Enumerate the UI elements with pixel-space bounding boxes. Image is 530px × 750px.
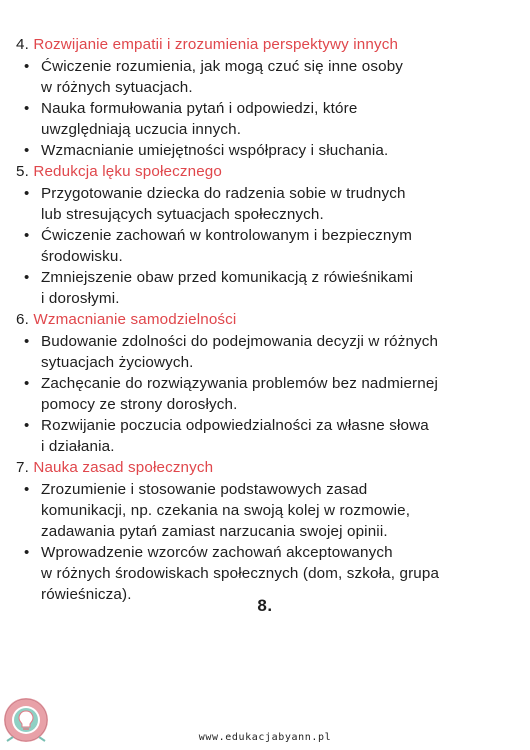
bullet-list — [16, 183, 516, 309]
list-item-line: Wzmacnianie umiejętności współpracy i słuchania. — [41, 142, 389, 159]
bullet-icon: • — [24, 58, 30, 75]
section-number: 4. — [16, 36, 29, 53]
list-item-line: Zmniejszenie obaw przed komunikacją z rówieśnikami — [41, 269, 414, 286]
list-item-line: i działania. — [41, 438, 115, 455]
list-item-line: Ćwiczenie rozumienia, jak mogą czuć się inne osoby — [41, 58, 404, 75]
list-item-line: Budowanie zdolności do podejmowania decyzji w różnych — [41, 333, 439, 350]
list-item-line: Wprowadzenie wzorców zachowań akceptowanych — [41, 544, 393, 561]
section-heading — [16, 309, 516, 331]
bullet-list — [16, 56, 516, 161]
list-item-line: Zrozumienie i stosowanie podstawowych zasad — [41, 481, 368, 498]
list-item — [16, 225, 516, 267]
section-title: Wzmacnianie samodzielności — [33, 311, 237, 328]
section — [16, 309, 516, 457]
section-title: Redukcja lęku społecznego — [33, 163, 222, 180]
footer-url: www.edukacjabyann.pl — [198, 732, 332, 743]
bullet-icon: • — [24, 100, 30, 117]
section-number: 5. — [16, 163, 29, 180]
bullet-icon: • — [24, 185, 30, 202]
section — [16, 457, 516, 605]
section — [16, 161, 516, 309]
list-item-line: sytuacjach życiowych. — [41, 354, 194, 371]
list-item — [16, 373, 516, 415]
document-body — [16, 34, 516, 605]
list-item — [16, 98, 516, 140]
list-item-line: Przygotowanie dziecka do radzenia sobie w trudnych — [41, 185, 406, 202]
list-item-line: zadawania pytań zamiast narzucania swojej opinii. — [41, 523, 388, 540]
list-item-line: komunikacji, np. czekania na swoją kolej w rozmowie, — [41, 502, 411, 519]
list-item-line: Rozwijanie poczucia odpowiedzialności za własne słowa — [41, 417, 429, 434]
section-title: Nauka zasad społecznych — [33, 459, 214, 476]
bullet-icon: • — [24, 417, 30, 434]
list-item — [16, 140, 516, 161]
list-item-line: i dorosłymi. — [41, 290, 120, 307]
list-item-line: lub stresujących sytuacjach społecznych. — [41, 206, 324, 223]
bullet-list — [16, 479, 516, 605]
bullet-icon: • — [24, 269, 30, 286]
section-number: 6. — [16, 311, 29, 328]
list-item-line: Zachęcanie do rozwiązywania problemów bez nadmiernej — [41, 375, 438, 392]
bullet-icon: • — [24, 227, 30, 244]
section — [16, 34, 516, 161]
bullet-icon: • — [24, 375, 30, 392]
list-item-line: rówieśnicza). — [41, 586, 132, 603]
bullet-icon: • — [24, 142, 30, 159]
section-heading — [16, 457, 516, 479]
list-item-line: Ćwiczenie zachowań w kontrolowanym i bezpiecznym — [41, 227, 413, 244]
list-item — [16, 331, 516, 373]
list-item — [16, 183, 516, 225]
list-item — [16, 56, 516, 98]
list-item — [16, 415, 516, 457]
list-item-line: uwzględniają uczucia innych. — [41, 121, 242, 138]
list-item-line: w różnych sytuacjach. — [41, 79, 193, 96]
list-item-line: środowisku. — [41, 248, 123, 265]
list-item-line: Nauka formułowania pytań i odpowiedzi, które — [41, 100, 358, 117]
bullet-icon: • — [24, 333, 30, 350]
page-number: 8. — [257, 596, 273, 615]
bullet-icon: • — [24, 544, 30, 561]
list-item-line: pomocy ze strony dorosłych. — [41, 396, 238, 413]
list-item — [16, 267, 516, 309]
bullet-icon: • — [24, 481, 30, 498]
section-title: Rozwijanie empatii i zrozumienia perspektywy innych — [33, 36, 399, 53]
list-item-line: w różnych środowiskach społecznych (dom, szkoła, grupa — [41, 565, 440, 582]
section-heading — [16, 161, 516, 183]
list-item — [16, 479, 516, 542]
section-heading — [16, 34, 516, 56]
bullet-list — [16, 331, 516, 457]
section-number: 7. — [16, 459, 29, 476]
